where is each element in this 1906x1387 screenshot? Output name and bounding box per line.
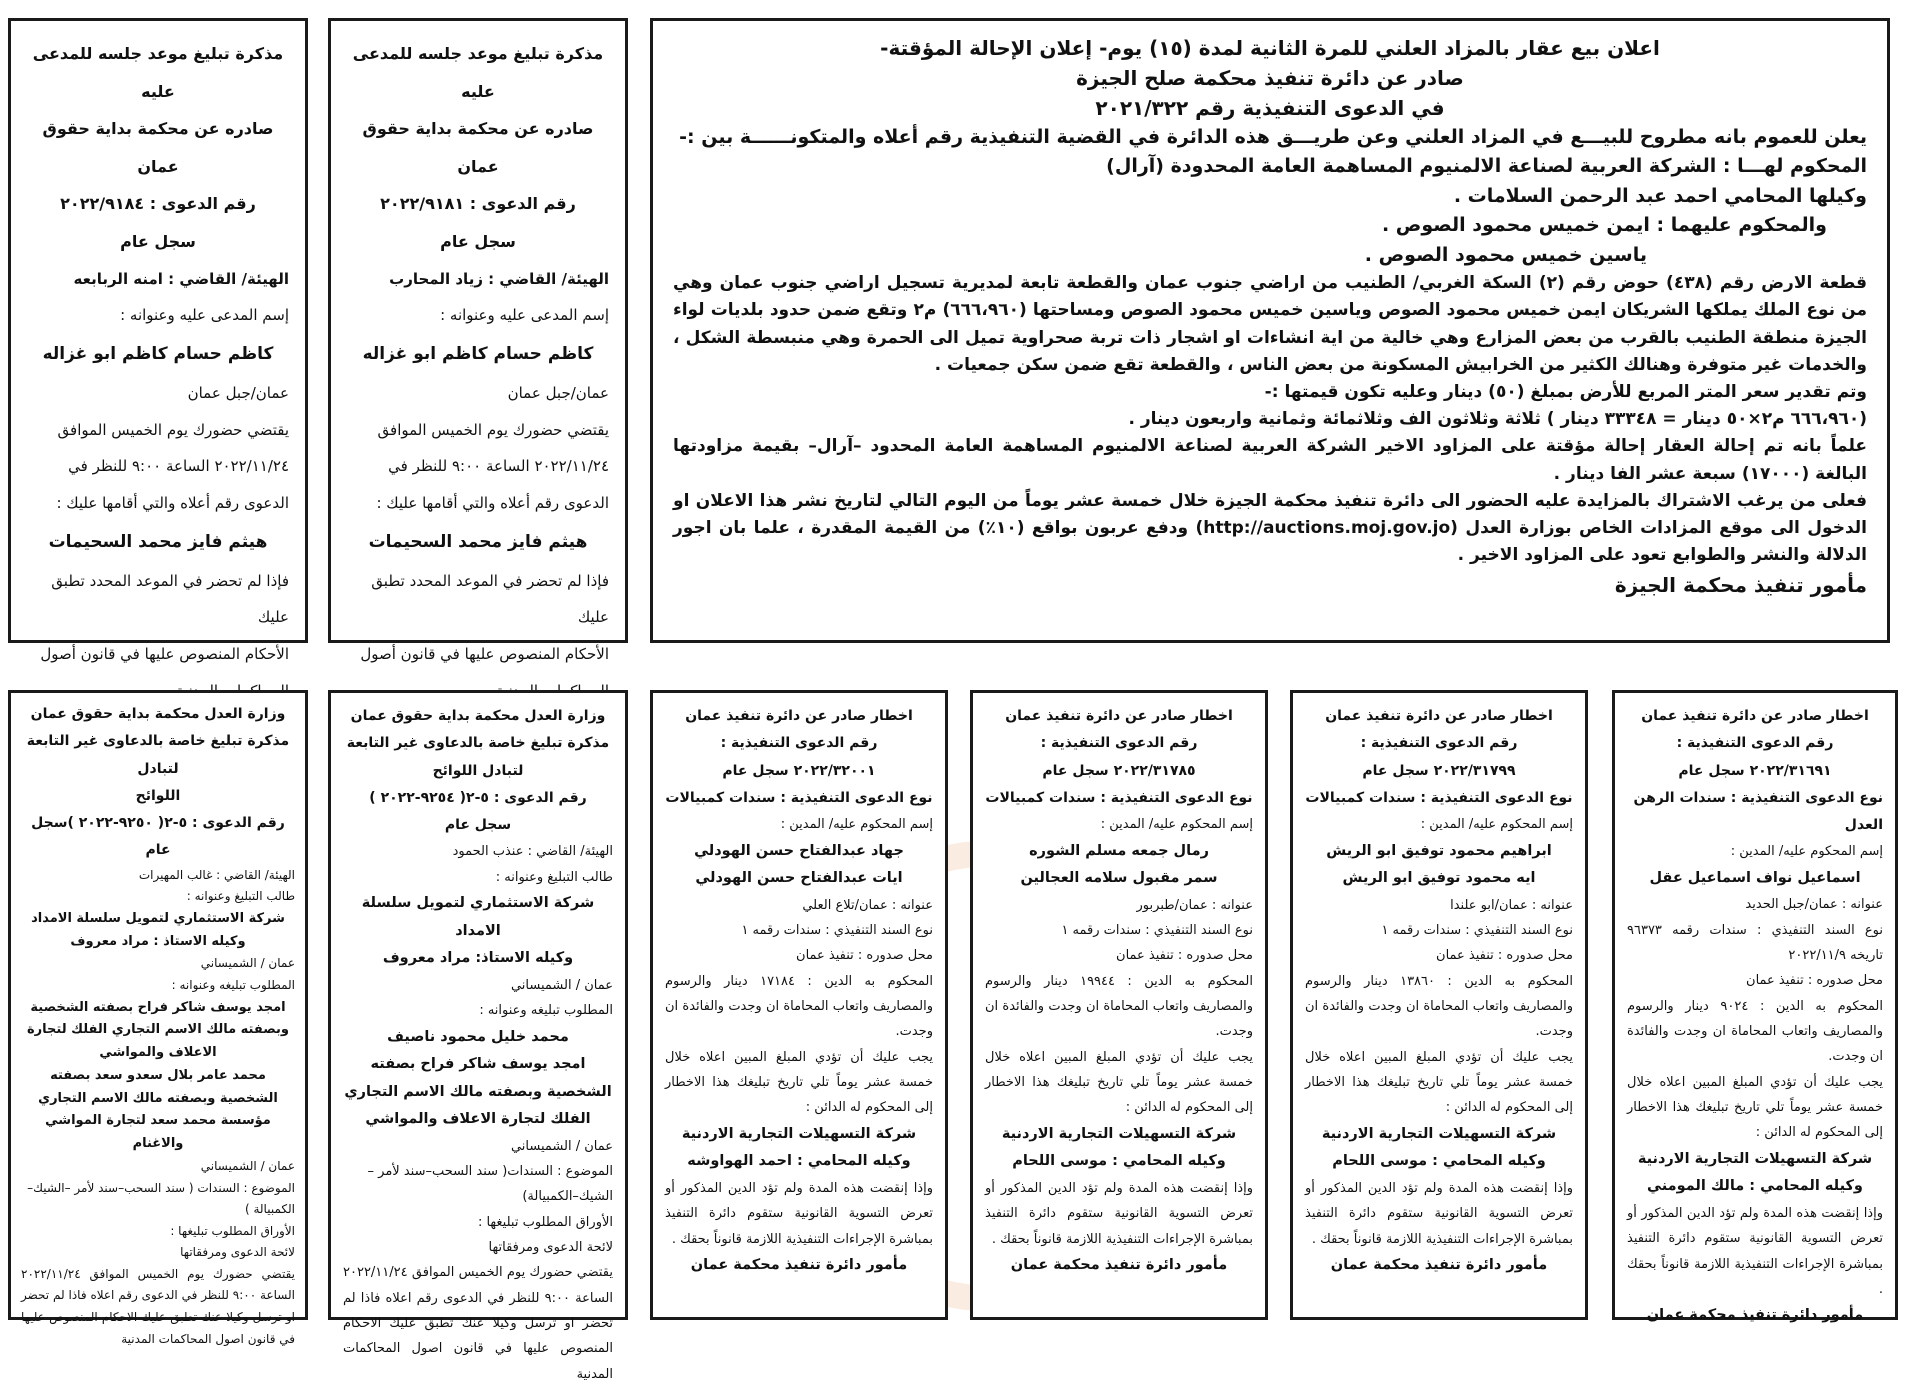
summons-address: عمان/جبل عمان [187, 383, 289, 402]
notice-issuer: محل صدوره : تنفيذ عمان [1116, 948, 1253, 964]
ministry-papers-label: الأوراق المطلوب تبليغها : [170, 1223, 295, 1238]
notice-debtor-label: إسم المحكوم عليه/ المدين : [1420, 817, 1573, 833]
notice-pay-demand: يجب عليك أن تؤدي المبلغ المبين اعلاه خلال خمسة عشر يوماً تلي تاريخ تبليغك هذا الاخطار إلى المحكوم له الدائن : [1305, 1049, 1573, 1116]
summons-plaintiff-name: هيثم فايز محمد السحيمات [48, 531, 268, 552]
notice-creditor-lawyer: وكيله المحامي : مالك المومني [1647, 1178, 1863, 1195]
summons-case-number: رقم الدعوى : ٢٠٢٢/٩١٨٤ [60, 194, 256, 214]
summons-court: صادره عن محكمة بداية حقوق عمان [42, 119, 274, 176]
summons-judge: الهيئة/ القاضي : امنه الربابعه [73, 269, 289, 288]
notice-signature: مأمور دائرة تنفيذ محكمة عمان [1330, 1256, 1548, 1273]
ministry-subheading: مذكرة تبليغ خاصة بالدعاوى غير التابعة لتبادل [26, 733, 290, 777]
ministry-notice-9250 [8, 690, 308, 1346]
notice-instrument: نوع السند التنفيذي : سندات رقمه ٩٦٣٧٣ تاريخه ٢٠٢٢/١١/٩ [1627, 922, 1883, 964]
summons-notice-9181 [328, 18, 628, 664]
ministry-attend: يقتضي حضورك يوم الخميس الموافق ٢٠٢٢/١١/٢٤ الساعة ٩:٠٠ للنظر في الدعوى رقم اعلاه فاذا لم تحضر او ترسل وكيلا عنك تطبق عليك الاحكام المنصوص عليها في قانون اصول المحاكمات المدنية [21, 1266, 295, 1346]
notice-consequence: وإذا إنقضت هذه المدة ولم تؤد الدين المذكور أو تعرض التسوية القانونية ستقوم دائرة التنفيذ بمباشرة الإجراءات التنفيذية اللازمة قانوناً بحقك . [985, 1180, 1253, 1247]
notice-signature: مأمور دائرة تنفيذ محكمة عمان [1646, 1307, 1864, 1324]
summons-filed-by-label: الدعوى رقم أعلاه والتي أقامها عليك : [56, 494, 289, 513]
notice-debtor-name: ابراهيم محمود توفيق ابو الريش [1326, 842, 1552, 859]
notice-case-number: ٢٠٢٢/٣١٦٩١ سجل عام [1678, 762, 1832, 779]
notice-address: عنوانه : عمان/ابو علندا [1450, 897, 1573, 913]
notice-debtor-name: اسماعيل نواف اسماعيل عقل [1649, 869, 1861, 886]
notice-case-type: نوع الدعوى التنفيذية : سندات كمبيالات [985, 789, 1253, 806]
auction-valuation: وتم تقدير سعر المتر المربع للأرض بمبلغ (٥٠) دينار وعليه تكون قيمتها :- [1264, 381, 1867, 402]
notice-debtor-name-2: ايات عبدالفتاح حسن الهودلي [695, 870, 903, 887]
notice-case-type: نوع الدعوى التنفيذية : سندات كمبيالات [665, 789, 933, 806]
notice-creditor-lawyer: وكيله المحامي : موسى اللحام [1332, 1153, 1546, 1170]
ministry-served-name: امجد يوسف شاكر فراح بصفته الشخصية وبصفته مالك الاسم التجاري الفلك لتجارة الاعلاف والمواشي [27, 999, 289, 1061]
ministry-heading: وزارة العدل محكمة بداية حقوق عمان [30, 706, 286, 722]
summons-attend: يقتضي حضورك يوم الخميس الموافق [57, 420, 289, 439]
execution-notice-31799 [1290, 690, 1588, 1320]
summons-register: سجل عام [440, 231, 516, 251]
notice-issuer: محل صدوره : تنفيذ عمان [1436, 948, 1573, 964]
auction-judged-against: والمحكوم عليهما : ايمن خميس محمود الصوص . [1381, 214, 1827, 237]
ministry-requester-label: طالب التبليغ وعنوانه : [495, 869, 613, 885]
notice-heading: اخطار صادر عن دائرة تنفيذ عمان [685, 708, 913, 724]
ministry-subject: الموضوع : السندات( سند السحب–سند لأمر –الشيك–الكمبيالة) [367, 1164, 613, 1205]
notice-creditor: شركة التسهيلات التجارية الاردنية [1001, 1125, 1237, 1142]
notice-case-label: رقم الدعوى التنفيذية : [1360, 735, 1518, 752]
ministry-case-number: رقم الدعوى : ٥-٢( ٩٢٥٠-٢٠٢٢ )سجل عام [31, 815, 285, 859]
notice-pay-demand: يجب عليك أن تؤدي المبلغ المبين اعلاه خلال خمسة عشر يوماً تلي تاريخ تبليغك هذا الاخطار إلى المحكوم له الدائن : [985, 1049, 1253, 1116]
notice-debt-amount: المحكوم به الدين : ١٣٨٦٠ دينار والرسوم والمصاريف واتعاب المحاماة ان وجدت والفائدة ان وجدت. [1305, 973, 1573, 1040]
notice-debtor-name-2: سمر مقبول سلامه العجالين [1020, 870, 1218, 887]
notice-debtor-name: رمال جمعه مسلم الشوره [1029, 842, 1209, 859]
ministry-register: سجل عام [444, 817, 512, 834]
auction-lawyer: وكيلها المحامي احمد عبد الرحمن السلامات . [1453, 184, 1867, 207]
ministry-attend: يقتضي حضورك يوم الخميس الموافق ٢٠٢٢/١١/٢٤ الساعة ٩:٠٠ للنظر في الدعوى رقم اعلاه فاذا لم تحضر او ترسل وكيلا عنك تطبق عليك الاحكام المنصوص عليها في قانون اصول المحاكمات المدنية [343, 1265, 613, 1382]
notice-debt-amount: المحكوم به الدين : ٩٠٢٤ دينار والرسوم والمصاريف واتعاب المحاماة ان وجدت والفائدة ان وجدت. [1627, 998, 1883, 1065]
ministry-judge: الهيئة/ القاضي : عنذب الحمود [452, 844, 613, 860]
summons-defendant-label: إسم المدعى عليه وعنوانه : [440, 306, 609, 325]
auction-court: صادر عن دائرة تنفيذ محكمة صلح الجيزة [1076, 66, 1464, 90]
auction-signature: مأمور تنفيذ محكمة الجيزة [1614, 573, 1867, 598]
ministry-subheading-2: لتبادل اللوائح [432, 762, 524, 779]
summons-attend: يقتضي حضورك يوم الخميس الموافق [377, 420, 609, 439]
auction-judged-for: المحكوم لهـــا : الشركة العربية لصناعة الالمنيوم المساهمة العامة المحدودة (آرال) [1106, 155, 1867, 178]
notice-heading: اخطار صادر عن دائرة تنفيذ عمان [1325, 708, 1553, 724]
notice-debtor-name: جهاد عبدالفتاح حسن الهودلي [694, 842, 904, 859]
notice-creditor: شركة التسهيلات التجارية الاردنية [1321, 1125, 1557, 1142]
summons-defendant-name: كاظم حسام كاظم ابو غزاله [362, 344, 594, 365]
notice-pay-demand: يجب عليك أن تؤدي المبلغ المبين اعلاه خلال خمسة عشر يوماً تلي تاريخ تبليغك هذا الاخطار إلى المحكوم له الدائن : [665, 1049, 933, 1116]
notice-debtor-label: إسم المحكوم عليه/ المدين : [780, 817, 933, 833]
notice-instrument: نوع السند التنفيذي : سندات رقمه ١ [1381, 922, 1573, 938]
auction-title: اعلان بيع عقار بالمزاد العلني للمرة الثانية لمدة (١٥) يوم- إعلان الإحالة المؤقتة- [880, 36, 1660, 60]
summons-notice-9184 [8, 18, 308, 664]
ministry-papers-label: الأوراق المطلوب تبليغها : [477, 1214, 613, 1230]
notice-case-type: نوع الدعوى التنفيذية : سندات كمبيالات [1305, 789, 1573, 806]
auction-land-description: قطعة الارض رقم (٤٣٨) حوض رقم (٢) السكة الغربي/ الطنيب من اراضي جنوب عمان والقطعة تابعة لمديرية تسجيل اراضي جنوب عمان وهي من نوع الملك يملكها الشريكان ايمن خميس محمود الصوص وياسين خميس محمود الصوص ومساحتها (٦٦٦،٩٦٠) م٢ وتقع ضمن حدود بلديات لواء الجيزة منطقة الطنيب بالقرب من بعض المزارع وهي خالية من اية انشاءات او اشجار ذات تربة صحراوية تميل الى الحمرة وهي منبسطة الشكل ، والخدمات غير متوفرة وهنالك الكثير من الخرابيش المسكونة من بعض الناس ، والقطعة تقع ضمن سكن جمعيات . [673, 273, 1867, 375]
summons-warning-1: فإذا لم تحضر في الموعد المحدد تطبق عليك [51, 571, 289, 627]
ministry-served-name-2: محمد عامر بلال سعدو سعد بصفته الشخصية وبصفته مالك الاسم التجاري مؤسسة محمد سعد لتجارة المواشي والاغنام [38, 1067, 278, 1152]
notice-debt-amount: المحكوم به الدين : ١٧١٨٤ دينار والرسوم والمصاريف واتعاب المحاماة ان وجدت والفائدة ان وجدت. [665, 973, 933, 1040]
summons-warning-2: الأحكام المنصوص عليها في قانون أصول [40, 645, 289, 664]
ministry-requester-lawyer: وكيله الاستاذ: مراد معروف [382, 950, 574, 967]
auction-value-calc: (٦٦٦،٩٦٠ م٢×٥٠ دينار = ٣٣٣٤٨ دينار ) ثلاثة وثلاثون الف وثلاثمائة وثمانية واربعون دينار . [1128, 409, 1867, 430]
ministry-heading: وزارة العدل محكمة بداية حقوق عمان [350, 708, 606, 724]
notice-address: عنوانه : عمان/طبربور [1136, 897, 1253, 913]
notice-address: عنوانه : عمان/تلاع العلي [802, 897, 933, 913]
notice-debtor-label: إسم المحكوم عليه/ المدين : [1100, 817, 1253, 833]
summons-court: صادره عن محكمة بداية حقوق عمان [362, 119, 594, 176]
notice-case-label: رقم الدعوى التنفيذية : [1040, 735, 1198, 752]
auction-notice [650, 18, 1890, 643]
summons-register: سجل عام [120, 231, 196, 251]
ministry-served-name: محمد خليل محمود ناصيف [387, 1028, 569, 1045]
summons-warning-2: الأحكام المنصوص عليها في قانون أصول [360, 645, 609, 664]
summons-defendant-name: كاظم حسام كاظم ابو غزاله [42, 344, 274, 365]
execution-notice-31691 [1612, 690, 1898, 1324]
notice-consequence: وإذا إنقضت هذه المدة ولم تؤد الدين المذكور أو تعرض التسوية القانونية ستقوم دائرة التنفيذ بمباشرة الإجراءات التنفيذية اللازمة قانوناً بحقك . [1627, 1205, 1883, 1297]
ministry-case-number: رقم الدعوى : ٥-٢( ٩٢٥٤-٢٠٢٢ ) [369, 789, 587, 806]
summons-filed-by-label: الدعوى رقم أعلاه والتي أقامها عليك : [376, 494, 609, 513]
auction-provisional-award: علماً بانه تم إحالة العقار إحالة مؤقتة على المزاود الاخير الشركة العربية لصناعة الالمنيوم المساهمة العامة المحدود –آرال– بقيمة مزاودتها البالغة (١٧٠٠٠) سبعة عشر الفا دينار . [673, 436, 1867, 484]
auction-case-number: في الدعوى التنفيذية رقم ٢٠٢١/٣٢٢ [1095, 96, 1445, 120]
notice-address: عنوانه : عمان/جبل الحديد [1745, 897, 1883, 913]
summons-date: ٢٠٢٢/١١/٢٤ الساعة ٩:٠٠ للنظر في [68, 457, 289, 476]
ministry-requester-label: طالب التبليغ وعنوانه : [186, 889, 295, 904]
notice-signature: مأمور دائرة تنفيذ محكمة عمان [1010, 1256, 1228, 1273]
summons-address: عمان/جبل عمان [507, 383, 609, 402]
notice-case-type: نوع الدعوى التنفيذية : سندات الرهن العدل [1633, 789, 1883, 834]
notice-instrument: نوع السند التنفيذي : سندات رقمه ١ [741, 922, 933, 938]
summons-case-number: رقم الدعوى : ٢٠٢٢/٩١٨١ [380, 194, 576, 214]
notice-creditor: شركة التسهيلات التجارية الاردنية [1637, 1150, 1873, 1167]
notice-issuer: محل صدوره : تنفيذ عمان [1746, 973, 1883, 989]
notice-consequence: وإذا إنقضت هذه المدة ولم تؤد الدين المذكور أو تعرض التسوية القانونية ستقوم دائرة التنفيذ بمباشرة الإجراءات التنفيذية اللازمة قانوناً بحقك . [665, 1180, 933, 1247]
notice-case-number: ٢٠٢٢/٣١٧٩٩ سجل عام [1362, 762, 1516, 779]
ministry-served-address: عمان / الشميساني [200, 1158, 295, 1173]
notice-debtor-label: إسم المحكوم عليه/ المدين : [1730, 844, 1883, 860]
notice-heading: اخطار صادر عن دائرة تنفيذ عمان [1641, 708, 1869, 724]
notice-pay-demand: يجب عليك أن تؤدي المبلغ المبين اعلاه خلال خمسة عشر يوماً تلي تاريخ تبليغك هذا الاخطار إلى المحكوم له الدائن : [1627, 1074, 1883, 1141]
ministry-served-label: المطلوب تبليغه وعنوانه : [479, 1003, 613, 1019]
ministry-requester-name: شركة الاستثماري لتمويل سلسلة الامداد [31, 910, 285, 926]
notice-signature: مأمور دائرة تنفيذ محكمة عمان [690, 1256, 908, 1273]
summons-judge: الهيئة/ القاضي : زياد المحارب [389, 269, 609, 288]
ministry-requester-address: عمان / الشميساني [510, 977, 613, 993]
notice-consequence: وإذا إنقضت هذه المدة ولم تؤد الدين المذكور أو تعرض التسوية القانونية ستقوم دائرة التنفيذ بمباشرة الإجراءات التنفيذية اللازمة قانوناً بحقك . [1305, 1180, 1573, 1247]
ministry-subheading: مذكرة تبليغ خاصة بالدعاوى غير التابعة [346, 735, 610, 752]
notice-heading: اخطار صادر عن دائرة تنفيذ عمان [1005, 708, 1233, 724]
notice-creditor-lawyer: وكيله المحامي : موسى اللحام [1012, 1153, 1226, 1170]
summons-title: مذكرة تبليغ موعد جلسه للمدعى عليه [352, 44, 604, 101]
notice-issuer: محل صدوره : تنفيذ عمان [796, 948, 933, 964]
ministry-notice-9254 [328, 690, 628, 1382]
auction-judged-against-2: ياسين خميس محمود الصوص . [1364, 243, 1647, 266]
notice-creditor-lawyer: وكيله المحامي : احمد الهواوشه [687, 1153, 911, 1170]
notice-case-label: رقم الدعوى التنفيذية : [1676, 735, 1834, 752]
ministry-papers: لائحة الدعوى ومرفقاتها [488, 1240, 613, 1256]
notice-case-number: ٢٠٢٢/٣٢٠٠١ سجل عام [722, 762, 876, 779]
notice-debt-amount: المحكوم به الدين : ١٩٩٤٤ دينار والرسوم والمصاريف واتعاب المحاماة ان وجدت والفائدة ان وجدت. [985, 973, 1253, 1040]
ministry-requester-address: عمان / الشميساني [200, 956, 295, 971]
ministry-judge: الهيئة/ القاضي : غالب المهيرات [138, 867, 295, 882]
ministry-served-label: المطلوب تبليغه وعنوانه : [171, 978, 295, 993]
notice-case-number: ٢٠٢٢/٣١٧٨٥ سجل عام [1042, 762, 1196, 779]
auction-intro: يعلن للعموم بانه مطروح للبيـــع في المزاد العلني وعن طريـــق هذه الدائرة في القضية التنفيذية رقم أعلاه والمتكونــــــة بين :- [679, 126, 1867, 148]
summons-warning-1: فإذا لم تحضر في الموعد المحدد تطبق عليك [371, 571, 609, 627]
auction-participation: فعلى من يرغب الاشتراك بالمزايدة عليه الحضور الى دائرة تنفيذ محكمة الجيزة خلال خمسة عشر يوماً من اليوم التالي لتاريخ نشر هذا الاعلان او الدخول الى موقع المزادات الخاص بوزارة العدل (http://auctions.moj.gov.jo) ودفع عربون بواقع (١٠٪) من القيمة المقدرة ، علما بان اجور الدلالة والنشر والطوابع تعود على المزاود الاخير . [673, 490, 1867, 566]
ministry-subject: الموضوع : السندات ( سند السحب–سند لأمر –الشيك–الكمبيالة ) [27, 1180, 295, 1217]
execution-notice-32001 [650, 690, 948, 1320]
notice-case-label: رقم الدعوى التنفيذية : [720, 735, 878, 752]
notice-debtor-name-2: ايه محمود توفيق ابو الريش [1342, 870, 1536, 887]
ministry-papers: لائحة الدعوى ومرفقاتها [180, 1245, 295, 1260]
ministry-subheading-2: اللوائح [135, 787, 181, 804]
summons-plaintiff-name: هيثم فايز محمد السحيمات [368, 531, 588, 552]
notice-instrument: نوع السند التنفيذي : سندات رقمه ١ [1061, 922, 1253, 938]
ministry-served-address: عمان / الشميساني [510, 1138, 613, 1154]
summons-defendant-label: إسم المدعى عليه وعنوانه : [120, 306, 289, 325]
execution-notice-31785 [970, 690, 1268, 1320]
summons-title: مذكرة تبليغ موعد جلسه للمدعى عليه [32, 44, 284, 101]
summons-date: ٢٠٢٢/١١/٢٤ الساعة ٩:٠٠ للنظر في [388, 457, 609, 476]
ministry-requester-lawyer: وكيله الاستاذ : مراد معروف [70, 933, 246, 949]
notice-creditor: شركة التسهيلات التجارية الاردنية [681, 1125, 917, 1142]
ministry-served-name-2: امجد يوسف شاكر فراح بصفته الشخصية وبصفته مالك الاسم التجاري الفلك لتجارة الاعلاف والمواشي [344, 1056, 612, 1128]
ministry-requester-name: شركة الاستثماري لتمويل سلسلة الامداد [361, 895, 595, 939]
